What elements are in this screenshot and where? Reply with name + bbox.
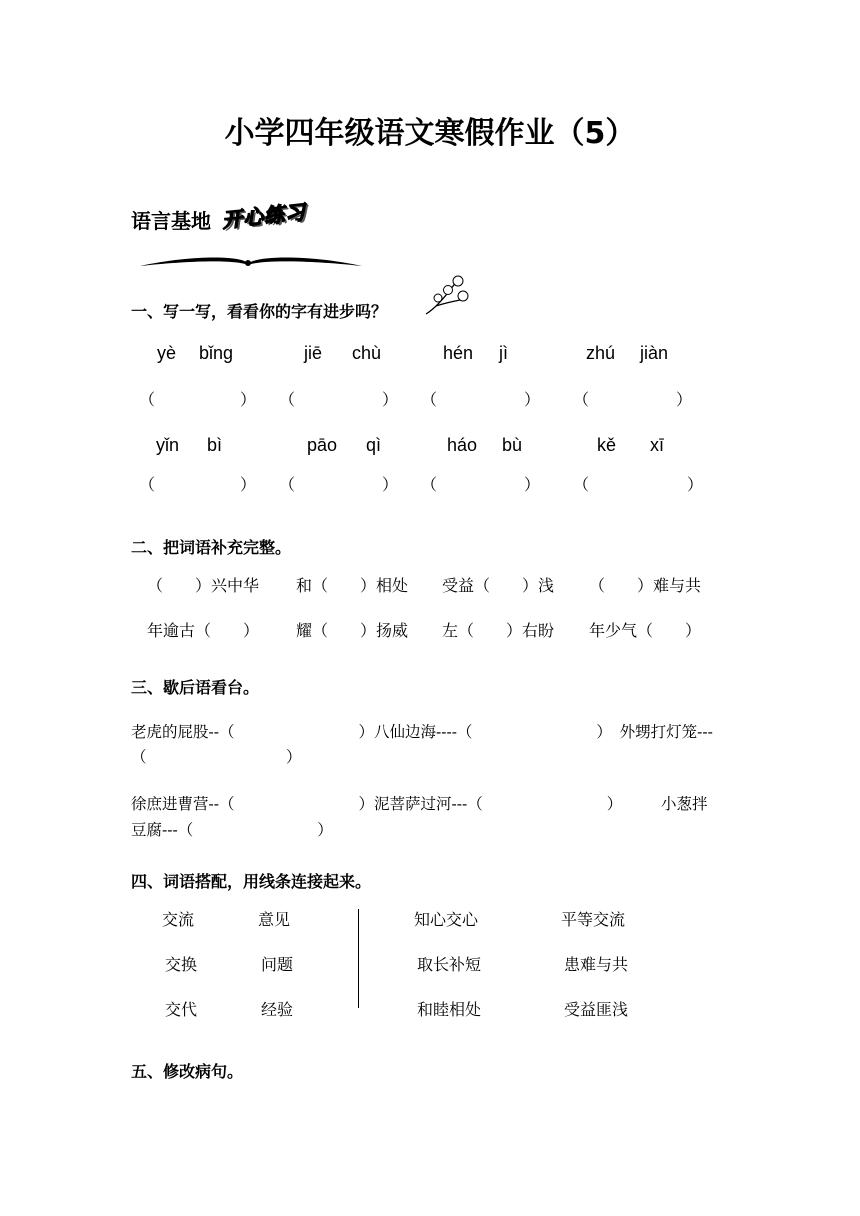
pinyin-bu: bù [502, 435, 523, 455]
xiehouyu-line: 豆腐---（ ） [131, 821, 333, 839]
match-word: 交流 [162, 910, 195, 929]
section-1-heading: 一、写一写，看看你的字有进步吗？ [131, 302, 388, 321]
section-5-heading: 五、修改病句。 [131, 1062, 244, 1081]
xiehouyu-line: （ ） [131, 748, 302, 766]
pinyin-hao: háo [447, 435, 478, 455]
idiom-blank: （ ）难与共 [589, 576, 702, 595]
pinyin-bi: bì [207, 435, 223, 455]
answer-paren-close: ） [382, 477, 399, 494]
pinyin-ye: yè [157, 343, 177, 363]
answer-paren-open: （ [421, 477, 438, 494]
match-word: 经验 [261, 1000, 294, 1019]
pinyin-ke: kě [597, 435, 617, 455]
pinyin-chu: chù [352, 343, 382, 363]
section-banner-label: 语言基地 [131, 209, 211, 233]
idiom-blank: 左（ ）右盼 [442, 621, 555, 640]
pinyin-ji: jì [499, 343, 508, 363]
vertical-divider [358, 909, 359, 1008]
idiom-blank: 年逾古（ ） [147, 621, 260, 640]
answer-paren-close: ） [240, 477, 257, 494]
answer-paren-close: ） [382, 392, 399, 409]
xiehouyu-line: 老虎的屁股--（ ）八仙边海----（ ） 外甥打灯笼--- [131, 723, 713, 741]
answer-paren-close: ） [676, 392, 693, 409]
pinyin-xi: xī [650, 435, 665, 455]
answer-paren-open: （ [421, 392, 438, 409]
match-word: 交换 [165, 955, 198, 974]
match-word: 问题 [261, 955, 294, 974]
match-word: 平等交流 [561, 910, 626, 929]
answer-paren-open: （ [279, 477, 296, 494]
page-title: 小学四年级语文寒假作业（5） [224, 116, 636, 151]
answer-paren-open: （ [573, 477, 590, 494]
answer-paren-close: ） [240, 392, 257, 409]
pinyin-jie: jiē [304, 343, 323, 363]
idiom-blank: 年少气（ ） [589, 621, 702, 640]
answer-paren-open: （ [573, 392, 590, 409]
answer-paren-close: ） [524, 477, 541, 494]
match-word: 知心交心 [414, 910, 479, 929]
match-word: 意见 [258, 910, 291, 929]
idiom-blank: 和（ ）相处 [296, 576, 409, 595]
pinyin-yin: yǐn [156, 435, 180, 455]
pinyin-jian: jiàn [640, 343, 669, 363]
answer-paren-open: （ [279, 392, 296, 409]
section-3-heading: 三、歇后语看台。 [131, 678, 260, 697]
flower-icon [422, 272, 472, 318]
pinyin-bing: bǐng [199, 343, 234, 363]
match-word: 受益匪浅 [564, 1000, 629, 1019]
idiom-blank: 受益（ ）浅 [442, 576, 555, 595]
answer-paren-close: ） [687, 477, 704, 494]
decorative-divider [136, 252, 366, 272]
match-word: 患难与共 [564, 955, 629, 974]
match-word: 取长补短 [417, 955, 482, 974]
section-2-heading: 二、把词语补充完整。 [131, 538, 292, 557]
section-banner-fun-label: 开心练习 [221, 199, 308, 233]
match-word: 交代 [165, 1000, 198, 1019]
pinyin-pao: pāo [307, 435, 338, 455]
answer-paren-open: （ [139, 392, 156, 409]
answer-paren-open: （ [139, 477, 156, 494]
xiehouyu-line: 徐庶进曹营--（ ）泥菩萨过河---（ ） 小葱拌 [131, 795, 708, 813]
pinyin-hen: hén [443, 343, 474, 363]
answer-paren-close: ） [524, 392, 541, 409]
pinyin-zhu: zhú [586, 343, 616, 363]
idiom-blank: （ ）兴中华 [147, 576, 260, 595]
pinyin-qi: qì [366, 435, 382, 455]
idiom-blank: 耀（ ）扬威 [296, 621, 409, 640]
match-word: 和睦相处 [417, 1000, 482, 1019]
section-4-heading: 四、词语搭配，用线条连接起来。 [131, 872, 372, 891]
